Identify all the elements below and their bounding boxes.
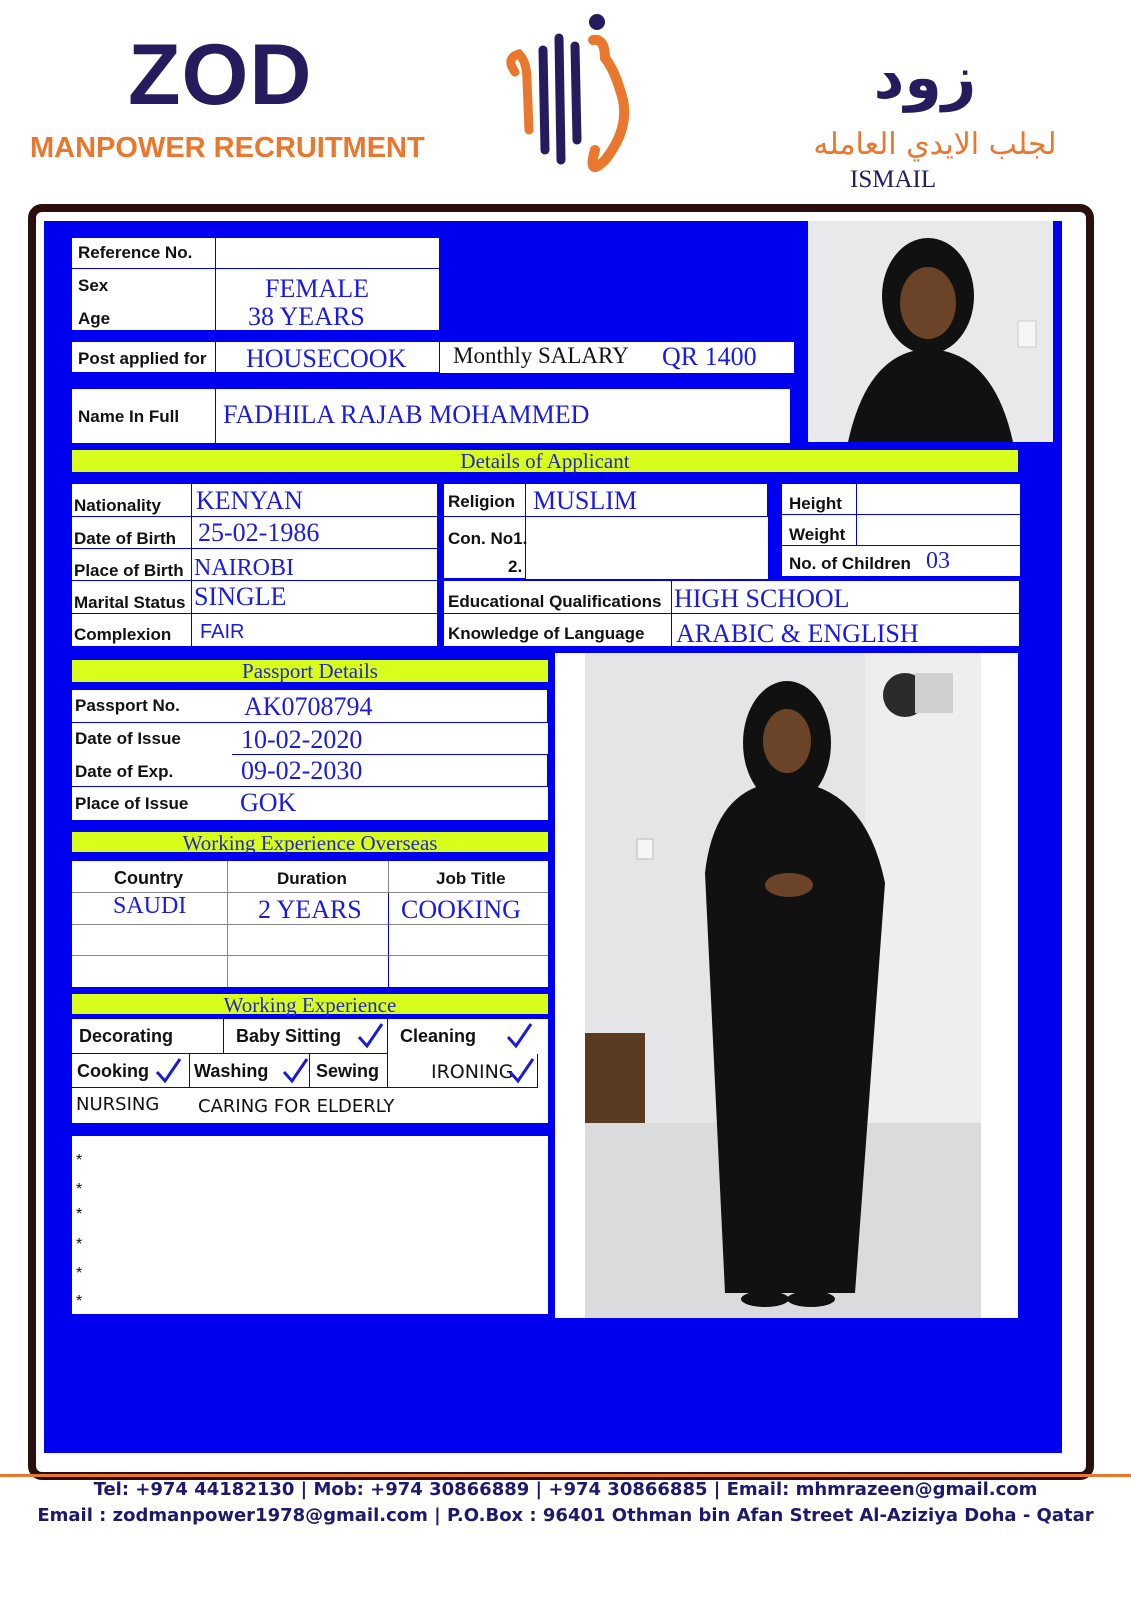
con1-label: Con. No1.: [448, 529, 528, 548]
sex-label: Sex: [78, 276, 109, 295]
nationality-value: KENYAN: [196, 486, 303, 515]
dob-label: Date of Birth: [74, 529, 176, 548]
overseas-section-title: Working Experience Overseas: [72, 832, 548, 852]
education-label: Educational Qualifications: [448, 592, 662, 611]
reference-label: Reference No.: [78, 243, 193, 262]
details-section-title: Details of Applicant: [72, 450, 1018, 472]
complexion-label: Complexion: [74, 625, 172, 644]
experience-box: [72, 1019, 548, 1123]
skill-nursing: NURSING: [76, 1094, 160, 1115]
place-of-issue-label: Place of Issue: [75, 794, 189, 813]
zod-figure-logo-icon: [505, 10, 635, 180]
nationality-label: Nationality: [74, 496, 161, 515]
issue-date-label: Date of Issue: [75, 729, 181, 748]
arabic-logo-icon: [870, 40, 980, 115]
overseas-table: [72, 861, 548, 987]
portrait-photo: [808, 221, 1053, 442]
salary-value: QR 1400: [662, 342, 757, 371]
skill-ironing: IRONING: [431, 1061, 514, 1083]
checkmark-icon: [356, 1022, 384, 1050]
experience-section-title: Working Experience: [72, 994, 548, 1014]
full-body-photo: [555, 653, 1018, 1318]
education-box: [444, 581, 1020, 647]
arabic-subtitle: لجلب الايدي العامله: [813, 127, 1057, 162]
checkmark-icon: [505, 1022, 533, 1050]
religion-label: Religion: [448, 492, 516, 511]
pob-value: NAIROBI: [194, 555, 294, 581]
basic-info-box: [72, 238, 440, 331]
full-body-figure-icon: [555, 653, 1018, 1318]
checkmark-icon: [281, 1057, 309, 1085]
footer-divider: [0, 1474, 1131, 1477]
language-label: Knowledge of Language: [448, 624, 645, 643]
portrait-figure-icon: [808, 221, 1053, 442]
height-label: Height: [789, 494, 842, 513]
skill-cooking: Cooking: [77, 1061, 149, 1081]
agent-name: ISMAIL: [850, 166, 937, 193]
age-value: 38 YEARS: [248, 302, 365, 331]
expiry-date-value: 09-02-2030: [241, 756, 363, 785]
skill-sewing: Sewing: [316, 1061, 380, 1081]
details-right-box: [782, 484, 1020, 577]
details-middle-box: [444, 484, 768, 579]
con2-label: 2.: [508, 557, 523, 576]
skill-baby-sitting: Baby Sitting: [236, 1026, 342, 1046]
post-row: [72, 342, 794, 373]
skill-decorating: Decorating: [79, 1026, 174, 1046]
checkmark-icon: [154, 1057, 182, 1085]
sex-value: FEMALE: [265, 274, 369, 303]
overseas-country-value: SAUDI: [113, 893, 187, 919]
education-value: HIGH SCHOOL: [674, 584, 850, 613]
note-bullet: *: [76, 1293, 83, 1310]
complexion-value: FAIR: [200, 621, 245, 643]
brand-subtitle: MANPOWER RECRUITMENT: [30, 132, 425, 164]
religion-value: MUSLIM: [533, 486, 638, 515]
skill-cleaning: Cleaning: [400, 1026, 477, 1046]
marital-value: SINGLE: [194, 582, 287, 611]
name-label: Name In Full: [78, 407, 180, 426]
place-of-issue-value: GOK: [240, 788, 297, 817]
overseas-duration-value: 2 YEARS: [258, 895, 362, 924]
passport-section-title: Passport Details: [72, 660, 548, 682]
column-header-job-title: Job Title: [436, 869, 506, 888]
language-value: ARABIC & ENGLISH: [676, 619, 919, 648]
passport-no-value: AK0708794: [244, 692, 373, 721]
checkmark-icon: [507, 1057, 535, 1085]
column-header-country: Country: [114, 868, 183, 888]
note-bullet: *: [76, 1206, 83, 1223]
note-bullet: *: [76, 1152, 83, 1169]
age-label: Age: [78, 309, 111, 328]
name-row: [72, 389, 790, 443]
footer-contact-line-1: Tel: +974 44182130 | Mob: +974 30866889 | +974 30866885 | Email: mhmrazeen@gmail.com: [93, 1479, 1038, 1500]
issue-date-value: 10-02-2020: [241, 725, 363, 754]
overseas-job-title-value: COOKING: [401, 895, 521, 924]
passport-no-label: Passport No.: [75, 696, 180, 715]
weight-label: Weight: [789, 525, 846, 544]
pob-label: Place of Birth: [74, 561, 184, 580]
details-left-box: [72, 484, 438, 647]
svg-text:زود: زود: [873, 43, 977, 113]
dob-value: 25-02-1986: [198, 518, 320, 547]
note-bullet: *: [76, 1265, 83, 1282]
footer-contact-line-2: Email : zodmanpower1978@gmail.com | P.O.Box : 96401 Othman bin Afan Street Al-Aziziya Doha - Qatar: [37, 1505, 1094, 1526]
brand-name: ZOD: [128, 27, 313, 123]
name-value: FADHILA RAJAB MOHAMMED: [223, 400, 590, 429]
passport-box: [72, 690, 548, 820]
notes-box: [72, 1136, 548, 1314]
children-label: No. of Children: [789, 554, 911, 573]
marital-label: Marital Status: [74, 593, 186, 612]
column-header-duration: Duration: [277, 869, 347, 888]
post-label: Post applied for: [78, 349, 207, 368]
note-bullet: *: [76, 1181, 83, 1198]
children-value: 03: [926, 548, 950, 574]
post-value: HOUSECOOK: [246, 344, 407, 373]
expiry-date-label: Date of Exp.: [75, 762, 174, 781]
skill-caring-for-elderly: CARING FOR ELDERLY: [198, 1096, 395, 1117]
skill-washing: Washing: [194, 1061, 269, 1081]
note-bullet: *: [76, 1236, 83, 1253]
salary-label: Monthly SALARY: [453, 343, 629, 368]
